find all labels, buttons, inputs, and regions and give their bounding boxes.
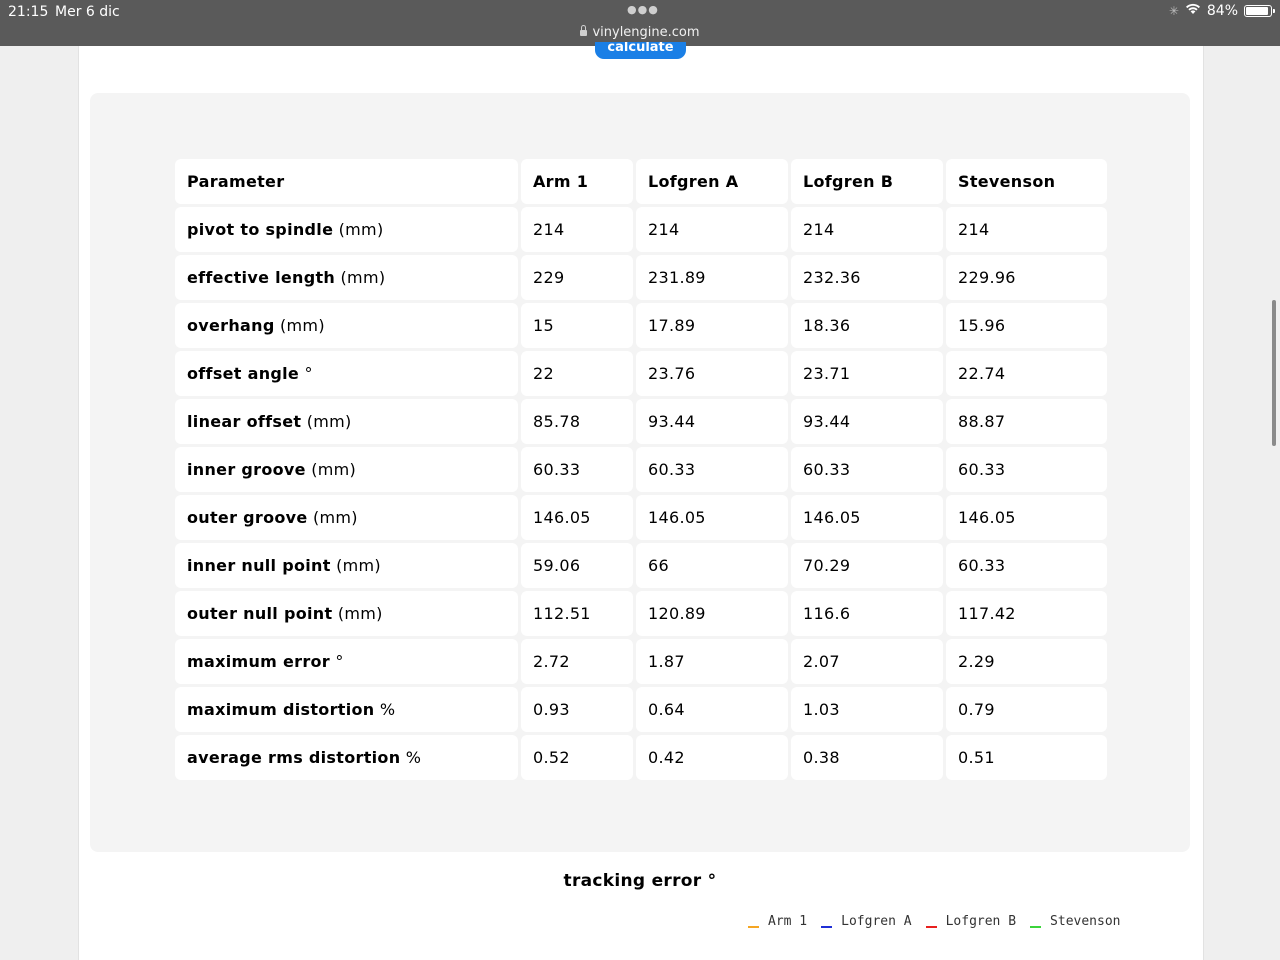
table-row: [175, 447, 1107, 492]
parameter-unit: (mm): [306, 412, 352, 431]
legend-swatch: [926, 926, 937, 928]
parameter-name: maximum distortion: [187, 700, 375, 719]
value-cell: 2.07: [791, 639, 943, 684]
parameter-unit: (mm): [336, 556, 381, 575]
parameter-cell: [175, 591, 518, 636]
status-time: 21:15: [8, 4, 49, 20]
results-panel: [90, 93, 1190, 852]
legend-item: [821, 914, 911, 929]
legend-swatch: [821, 926, 832, 928]
legend-swatch: [1030, 926, 1041, 928]
column-header: Arm 1: [521, 159, 633, 204]
status-indicators: [1169, 3, 1272, 19]
legend-item: [926, 914, 1016, 929]
value-cell: 231.89: [636, 255, 788, 300]
parameter-unit: (mm): [337, 604, 383, 623]
multitasking-dots-icon[interactable]: ●●●: [627, 3, 659, 16]
battery-percentage: 84%: [1206, 3, 1238, 19]
value-cell: 88.87: [946, 399, 1107, 444]
address-bar[interactable]: [0, 25, 1280, 40]
value-cell: 146.05: [636, 495, 788, 540]
parameter-unit: %: [379, 700, 396, 719]
chart-title: tracking error °: [563, 871, 717, 891]
value-cell: 85.78: [521, 399, 633, 444]
value-cell: 0.64: [636, 687, 788, 732]
parameter-cell: [175, 735, 518, 780]
value-cell: 232.36: [791, 255, 943, 300]
value-cell: 66: [636, 543, 788, 588]
value-cell: 0.93: [521, 687, 633, 732]
url-text: vinylengine.com: [592, 25, 700, 40]
value-cell: 214: [636, 207, 788, 252]
chart-legend: [748, 914, 1121, 929]
value-cell: 60.33: [521, 447, 633, 492]
parameter-cell: [175, 447, 518, 492]
parameter-name: overhang: [187, 316, 275, 335]
battery-icon: [1244, 5, 1272, 17]
legend-label: Lofgren B: [945, 914, 1017, 929]
table-row: [175, 687, 1107, 732]
parameter-unit: °: [304, 364, 313, 383]
loading-spinner-icon: ✳: [1168, 4, 1179, 18]
value-cell: 93.44: [791, 399, 943, 444]
parameter-name: maximum error: [187, 652, 330, 671]
table-header-row: [175, 159, 1107, 204]
value-cell: 229: [521, 255, 633, 300]
parameter-cell: [175, 255, 518, 300]
table-row: [175, 207, 1107, 252]
parameter-name: average rms distortion: [187, 748, 401, 767]
legend-swatch: [748, 926, 759, 928]
results-table: [172, 156, 1110, 783]
value-cell: 117.42: [946, 591, 1107, 636]
value-cell: 120.89: [636, 591, 788, 636]
parameter-cell: [175, 639, 518, 684]
value-cell: 18.36: [791, 303, 943, 348]
parameter-cell: [175, 543, 518, 588]
table-row: [175, 495, 1107, 540]
parameter-unit: °: [335, 652, 344, 671]
value-cell: 0.51: [946, 735, 1107, 780]
legend-label: Arm 1: [768, 914, 808, 929]
parameter-name: pivot to spindle: [187, 220, 334, 239]
value-cell: 23.76: [636, 351, 788, 396]
value-cell: 17.89: [636, 303, 788, 348]
parameter-name: outer groove: [187, 508, 308, 527]
value-cell: 112.51: [521, 591, 633, 636]
table-row: [175, 303, 1107, 348]
value-cell: 214: [946, 207, 1107, 252]
parameter-unit: (mm): [338, 220, 384, 239]
table-row: [175, 543, 1107, 588]
parameter-name: outer null point: [187, 604, 333, 623]
value-cell: 146.05: [946, 495, 1107, 540]
calculate-button[interactable]: calculate: [595, 42, 686, 59]
column-header: Stevenson: [946, 159, 1107, 204]
parameter-unit: %: [405, 748, 422, 767]
column-header: Parameter: [175, 159, 518, 204]
value-cell: 0.52: [521, 735, 633, 780]
legend-item: [1030, 914, 1120, 929]
status-bar: [0, 0, 1280, 46]
parameter-cell: [175, 207, 518, 252]
value-cell: 60.33: [946, 447, 1107, 492]
parameter-name: inner groove: [187, 460, 306, 479]
parameter-cell: [175, 303, 518, 348]
scrollbar[interactable]: [1272, 300, 1276, 446]
value-cell: 60.33: [791, 447, 943, 492]
value-cell: 1.87: [636, 639, 788, 684]
lock-icon: [580, 30, 587, 36]
value-cell: 59.06: [521, 543, 633, 588]
parameter-unit: (mm): [311, 460, 357, 479]
legend-label: Stevenson: [1050, 914, 1121, 929]
value-cell: 116.6: [791, 591, 943, 636]
value-cell: 22.74: [946, 351, 1107, 396]
parameter-cell: [175, 399, 518, 444]
legend-label: Lofgren A: [841, 914, 912, 929]
value-cell: 60.33: [636, 447, 788, 492]
parameter-name: offset angle: [187, 364, 300, 383]
value-cell: 1.03: [791, 687, 943, 732]
parameter-name: inner null point: [187, 556, 331, 575]
parameter-unit: (mm): [340, 268, 386, 287]
table-row: [175, 351, 1107, 396]
table-row: [175, 399, 1107, 444]
parameter-cell: [175, 351, 518, 396]
table-row: [175, 255, 1107, 300]
table-row: [175, 735, 1107, 780]
value-cell: 214: [521, 207, 633, 252]
value-cell: 15.96: [946, 303, 1107, 348]
legend-item: [748, 914, 807, 929]
value-cell: 146.05: [521, 495, 633, 540]
wifi-icon: [1185, 3, 1201, 19]
table-row: [175, 639, 1107, 684]
value-cell: 93.44: [636, 399, 788, 444]
column-header: Lofgren A: [636, 159, 788, 204]
column-header: Lofgren B: [791, 159, 943, 204]
value-cell: 2.72: [521, 639, 633, 684]
table-row: [175, 591, 1107, 636]
parameter-cell: [175, 495, 518, 540]
value-cell: 229.96: [946, 255, 1107, 300]
value-cell: 146.05: [791, 495, 943, 540]
value-cell: 0.79: [946, 687, 1107, 732]
value-cell: 0.42: [636, 735, 788, 780]
status-date: Mer 6 dic: [55, 4, 120, 20]
parameter-cell: [175, 687, 518, 732]
value-cell: 0.38: [791, 735, 943, 780]
value-cell: 2.29: [946, 639, 1107, 684]
value-cell: 70.29: [791, 543, 943, 588]
parameter-name: effective length: [187, 268, 336, 287]
value-cell: 23.71: [791, 351, 943, 396]
value-cell: 15: [521, 303, 633, 348]
value-cell: 60.33: [946, 543, 1107, 588]
parameter-name: linear offset: [187, 412, 302, 431]
parameter-unit: (mm): [312, 508, 358, 527]
parameter-unit: (mm): [280, 316, 325, 335]
value-cell: 214: [791, 207, 943, 252]
value-cell: 22: [521, 351, 633, 396]
